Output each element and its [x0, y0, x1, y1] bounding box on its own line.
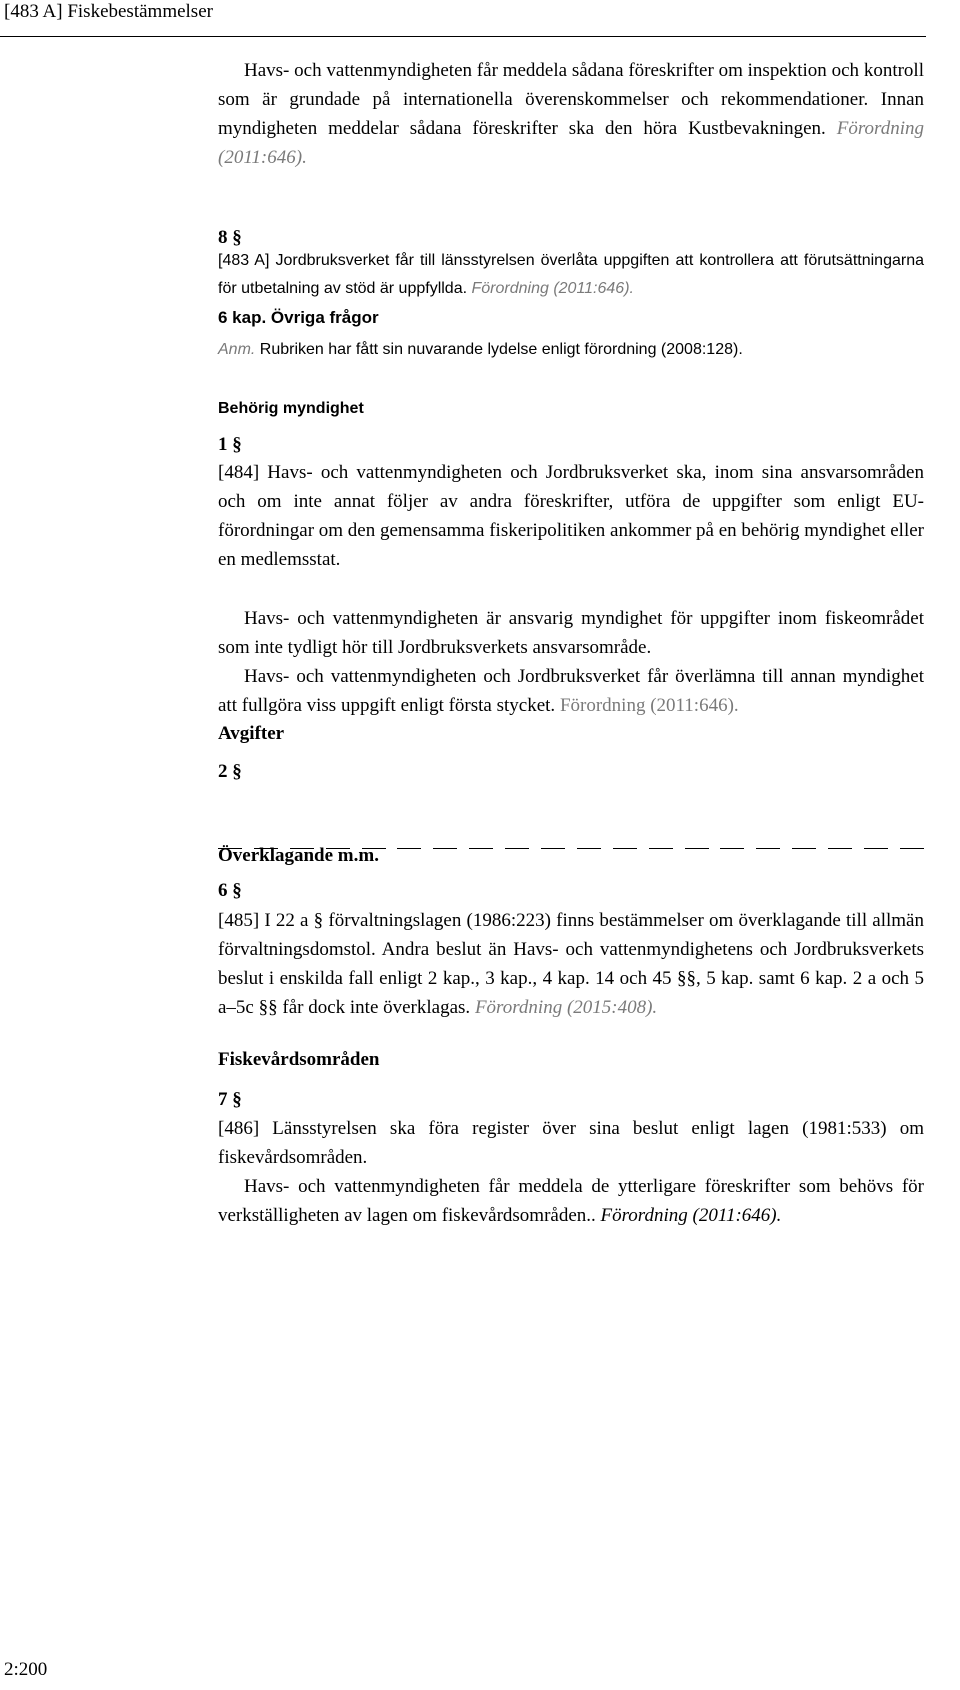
section-6-number: 6 § — [218, 880, 242, 901]
section-7-paragraph-1: [486] Länsstyrelsen ska föra register över sina beslut enligt lagen (1981:533) om fiskevårdsområden. — [218, 1118, 924, 1168]
avgifter-heading: Avgifter — [218, 723, 285, 744]
section-7-p2-text: Havs- och vattenmyndigheten får meddela de ytterligare föreskrifter som behövs för verkställigheten av lagen om fiskevårdsområden.. — [218, 1176, 924, 1226]
section-8-paragraph — [218, 247, 924, 303]
dash-mark — [720, 848, 744, 849]
chapter-note-label: Anm. — [218, 341, 256, 358]
intro-paragraph — [218, 56, 924, 172]
section-8-text: [483 A] Jordbruksverket får till länsstyrelsen överlåta uppgiften att kontrollera att förutsättningarna för utbetalning av stöd är uppfyllda. — [218, 252, 924, 297]
dash-mark — [613, 848, 637, 849]
overklagande-heading: Överklagande m.m. — [218, 845, 379, 866]
section-1-paragraph-1: [484] Havs- och vattenmyndigheten och Jordbruksverket ska, inom sina ansvarsområden och om inte annat följer av andra föreskrifter, utföra de uppgifter som enligt EU-förordningar om den gemensamma fiskeripolitiken ankommer på en behörig myndighet eller en medlemsstat. — [218, 462, 924, 570]
section-1-paragraph-2: Havs- och vattenmyndigheten är ansvarig myndighet för uppgifter inom fiskeområdet som inte tydligt hör till Jordbruksverkets ansvarsområde. — [218, 608, 924, 658]
dash-mark — [541, 848, 565, 849]
page-number: 2:200 — [4, 1659, 48, 1680]
section-7-number: 7 § — [218, 1089, 242, 1110]
section-1-paragraph-3 — [218, 662, 924, 720]
dash-mark — [649, 848, 673, 849]
running-header: [483 A] Fiskebestämmelser — [4, 1, 213, 22]
dash-mark — [900, 848, 924, 849]
dash-mark — [685, 848, 709, 849]
dash-mark — [792, 848, 816, 849]
dash-mark — [505, 848, 529, 849]
section-1-reference: Förordning (2011:646). — [559, 695, 739, 716]
dash-mark — [864, 848, 888, 849]
dash-mark — [577, 848, 601, 849]
section-1-number: 1 § — [218, 434, 242, 455]
section-8-reference: Förordning (2011:646). — [471, 280, 634, 297]
section-1-p3-text: Havs- och vattenmyndigheten och Jordbruksverket får överlämna till annan myndighet att fullgöra viss uppgift enligt första stycket. — [218, 666, 924, 716]
chapter-note — [218, 341, 743, 359]
chapter-note-text: Rubriken har fått sin nuvarande lydelse enligt förordning (2008:128). — [259, 341, 743, 358]
dash-mark — [397, 848, 421, 849]
behorig-heading: Behörig myndighet — [218, 400, 364, 417]
section-6-reference: Förordning (2015:408). — [474, 997, 658, 1018]
dash-mark — [433, 848, 457, 849]
dash-mark — [756, 848, 780, 849]
section-7-paragraph-2 — [218, 1172, 924, 1230]
section-7-reference: Förordning (2011:646). — [600, 1205, 782, 1226]
section-8-number: 8 § — [218, 227, 242, 248]
fiskevard-heading: Fiskevårdsområden — [218, 1049, 380, 1070]
dash-mark — [469, 848, 493, 849]
chapter-title: 6 kap. Övriga frågor — [218, 308, 379, 327]
dash-mark — [828, 848, 852, 849]
section-6-text: [485] I 22 a § förvaltningslagen (1986:223) finns bestämmelser om överklagande till allmän förvaltningsdomstol. Andra beslut än Havs- och vattenmyndighetens och Jordbruksverkets beslut i enskilda fall enligt 2 kap., 3 kap., 4 kap. 14 och 45 §§, 5 kap. samt 6 kap. 2 a och 5 a–5c §§ får dock inte överklagas. — [218, 910, 924, 1018]
intro-reference: Förordning (2011:646). — [218, 118, 925, 168]
intro-text: Havs- och vattenmyndigheten får meddela sådana föreskrifter om inspektion och kontroll som är grundade på internationella överenskommelser och rekommendationer. Innan myndigheten meddelar sådana föreskrifter ska den höra Kustbevakningen. — [218, 60, 924, 139]
section-2-number: 2 § — [218, 761, 242, 782]
header-rule — [0, 36, 926, 37]
section-6-paragraph — [218, 906, 924, 1022]
